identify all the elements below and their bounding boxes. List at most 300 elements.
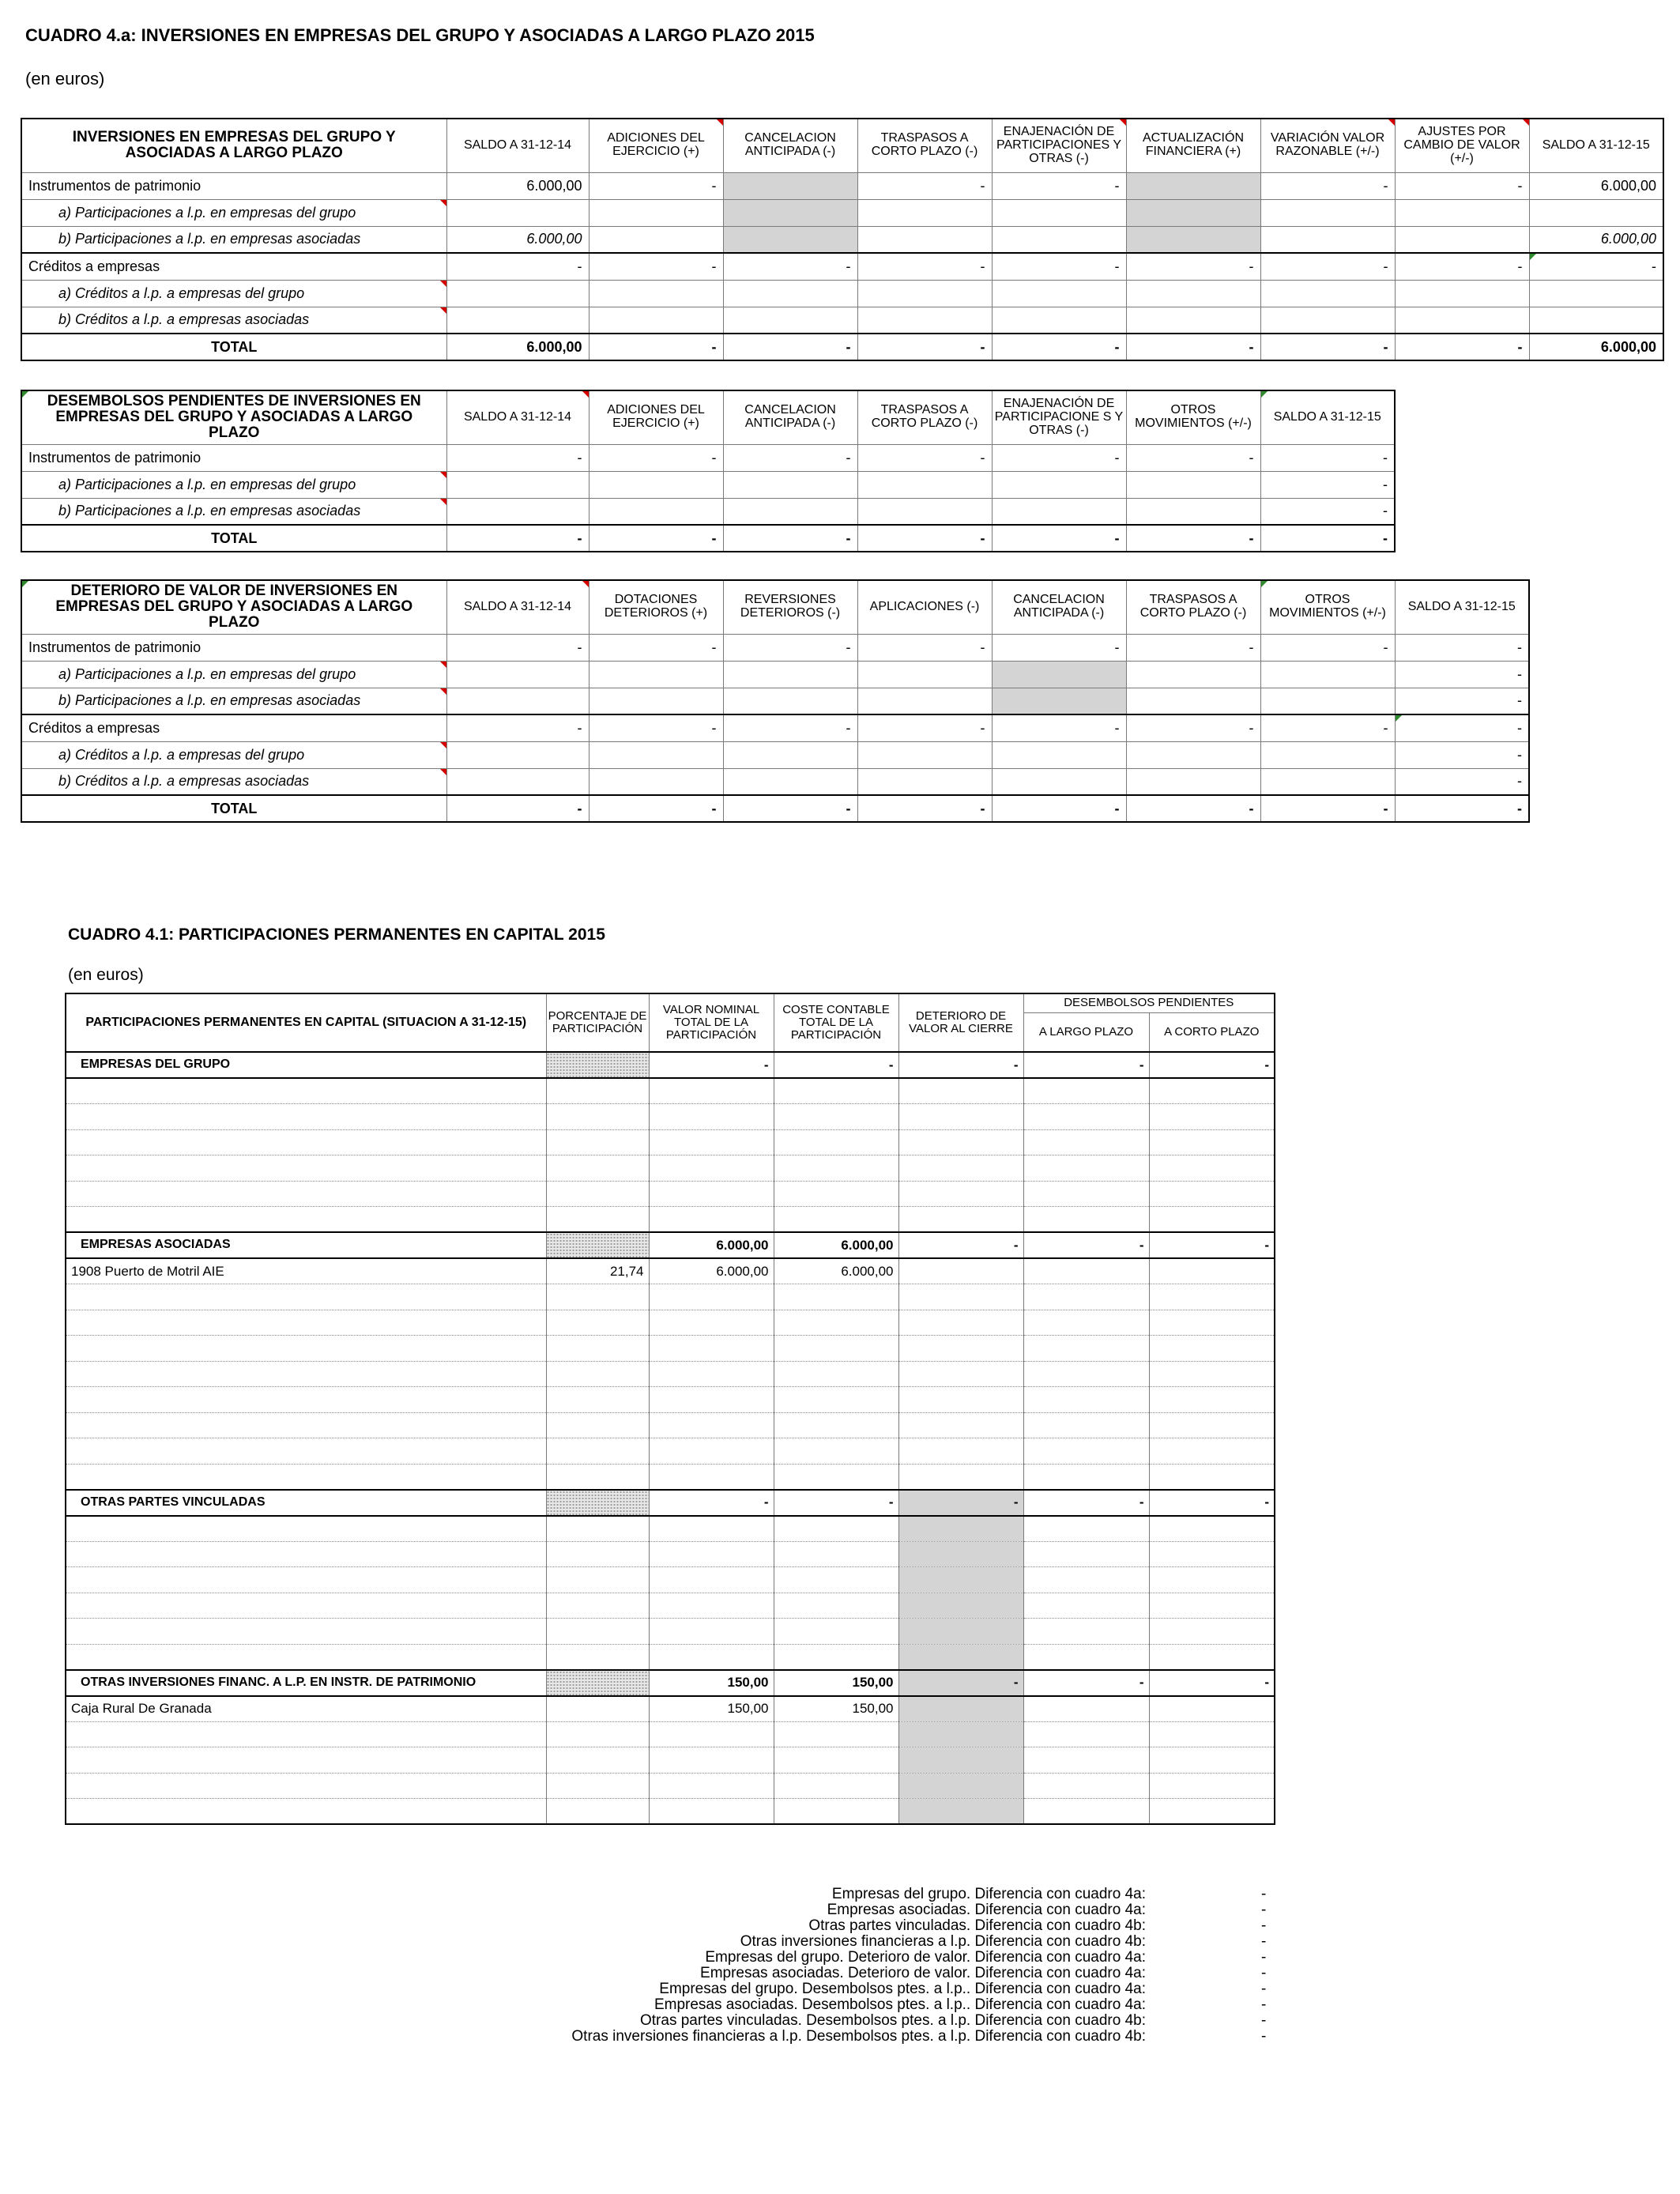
cell	[774, 1799, 898, 1825]
cell	[898, 1310, 1023, 1336]
cell	[1023, 1721, 1149, 1747]
cell	[992, 226, 1126, 253]
header-porcentaje: PORCENTAJE DE PARTICIPACIÓN	[546, 993, 649, 1052]
row-label: a) Créditos a l.p. a empresas del grupo	[21, 741, 446, 768]
cell	[898, 1619, 1023, 1645]
cell	[898, 1336, 1023, 1362]
cell: -	[1149, 1670, 1275, 1696]
cell	[774, 1155, 898, 1182]
inversiones-header-row	[21, 119, 1663, 172]
header-cancelacion: CANCELACION ANTICIPADA (-)	[992, 580, 1126, 634]
cell: -	[1395, 741, 1529, 768]
cell	[774, 1181, 898, 1207]
cell	[992, 498, 1126, 525]
cell	[1023, 1412, 1149, 1438]
cuadro-4a-unit: (en euros)	[25, 69, 105, 89]
cell	[898, 1412, 1023, 1438]
cell	[589, 498, 723, 525]
cell: -	[1395, 334, 1529, 360]
header-desembolsos: DESEMBOLSOS PENDIENTES	[1023, 993, 1275, 1012]
header-otros: OTROS MOVIMIENTOS (+/-)	[1126, 390, 1260, 444]
table-row	[21, 688, 1529, 714]
cell	[589, 768, 723, 795]
cell	[649, 1721, 774, 1747]
cell	[649, 1361, 774, 1387]
cell: -	[589, 444, 723, 471]
check-value: -	[1261, 1981, 1267, 1997]
cell: -	[857, 525, 992, 552]
cell: -	[1260, 444, 1395, 471]
check-row	[0, 2028, 1267, 2045]
cell	[546, 1361, 649, 1387]
cell	[1023, 1387, 1149, 1413]
cell	[898, 1721, 1023, 1747]
header-saldo-inicial: SALDO A 31-12-14	[446, 119, 589, 172]
row-label: TOTAL	[21, 795, 446, 822]
cell	[1149, 1129, 1275, 1155]
cell	[723, 307, 857, 334]
cell	[649, 1336, 774, 1362]
row-label: a) Participaciones a l.p. en empresas del grupo	[21, 471, 446, 498]
check-label: Empresas del grupo. Diferencia con cuadro 4a:	[831, 1886, 1146, 1902]
section-row	[66, 1232, 1275, 1258]
cell	[992, 307, 1126, 334]
section-name: EMPRESAS DEL GRUPO	[66, 1052, 546, 1078]
cell: -	[1395, 768, 1529, 795]
cell: -	[1260, 334, 1395, 360]
participaciones-body	[66, 1052, 1275, 1824]
cell: 6.000,00	[649, 1232, 774, 1258]
header-saldo-inicial: SALDO A 31-12-14	[446, 580, 589, 634]
cell: -	[723, 795, 857, 822]
header-saldo-final: SALDO A 31-12-15	[1395, 580, 1529, 634]
check-label: Empresas del grupo. Desembolsos ptes. a l.p.. Diferencia con cuadro 4a:	[659, 1981, 1146, 1997]
header-reversiones: REVERSIONES DETERIOROS (-)	[723, 580, 857, 634]
cell	[446, 280, 589, 307]
cell: -	[1395, 253, 1529, 280]
table-row	[66, 1799, 1275, 1825]
cell	[1395, 226, 1529, 253]
cell	[1149, 1593, 1275, 1619]
check-label: Empresas asociadas. Desembolsos ptes. a l.p.. Diferencia con cuadro 4a:	[654, 1996, 1146, 2013]
cell	[546, 1207, 649, 1233]
cell	[1149, 1207, 1275, 1233]
cell	[546, 1412, 649, 1438]
cell	[898, 1181, 1023, 1207]
row-label: Créditos a empresas	[21, 714, 446, 741]
cell	[546, 1721, 649, 1747]
cell	[857, 741, 992, 768]
cell	[774, 1361, 898, 1387]
header-corto-plazo: A CORTO PLAZO	[1149, 1012, 1275, 1052]
header-otros: OTROS MOVIMIENTOS (+/-)	[1260, 580, 1395, 634]
header-cancelacion: CANCELACION ANTICIPADA (-)	[723, 119, 857, 172]
cell	[898, 1438, 1023, 1465]
cell: -	[857, 634, 992, 661]
row-label: Instrumentos de patrimonio	[21, 172, 446, 199]
cell	[723, 199, 857, 226]
cell	[898, 1258, 1023, 1284]
cell	[723, 741, 857, 768]
cell	[1126, 172, 1260, 199]
check-row	[0, 1981, 1267, 1997]
cell: -	[723, 253, 857, 280]
check-value: -	[1261, 1902, 1267, 1918]
cell: -	[1149, 1232, 1275, 1258]
cell	[774, 1721, 898, 1747]
cell	[1260, 226, 1395, 253]
header-deterioro: DETERIORO DE VALOR AL CIERRE	[898, 993, 1023, 1052]
cell	[774, 1438, 898, 1465]
table-row	[66, 1696, 1275, 1722]
cell	[898, 1593, 1023, 1619]
cell	[1023, 1258, 1149, 1284]
cell: -	[857, 444, 992, 471]
cell	[723, 226, 857, 253]
cell	[1126, 280, 1260, 307]
cell	[1023, 1207, 1149, 1233]
row-label: a) Participaciones a l.p. en empresas del grupo	[21, 199, 446, 226]
cell: -	[857, 714, 992, 741]
cell	[898, 1284, 1023, 1310]
cell: -	[1260, 253, 1395, 280]
check-row	[0, 1886, 1267, 1902]
entity-name: Caja Rural De Granada	[66, 1696, 546, 1722]
check-value: -	[1261, 1933, 1267, 1950]
header-saldo-inicial: SALDO A 31-12-14	[446, 390, 589, 444]
header-variacion: VARIACIÓN VALOR RAZONABLE (+/-)	[1260, 119, 1395, 172]
cell	[1023, 1181, 1149, 1207]
cell	[898, 1129, 1023, 1155]
table-row	[21, 498, 1395, 525]
table-row	[66, 1567, 1275, 1593]
cell	[723, 172, 857, 199]
cell	[1149, 1773, 1275, 1799]
cell	[1023, 1799, 1149, 1825]
entity-name	[66, 1593, 546, 1619]
cell	[774, 1078, 898, 1104]
row-label: a) Participaciones a l.p. en empresas del grupo	[21, 661, 446, 688]
check-value: -	[1261, 1965, 1267, 1981]
cell	[1149, 1696, 1275, 1722]
entity-name	[66, 1516, 546, 1542]
table-row	[21, 634, 1529, 661]
cell	[1149, 1387, 1275, 1413]
check-label: Empresas del grupo. Deterioro de valor. Diferencia con cuadro 4a:	[705, 1949, 1146, 1966]
cell	[898, 1464, 1023, 1490]
cell: -	[589, 172, 723, 199]
desembolsos-table	[21, 390, 1396, 552]
cell	[1149, 1155, 1275, 1182]
cell: -	[1260, 498, 1395, 525]
cell	[774, 1207, 898, 1233]
cell: 6.000,00	[649, 1258, 774, 1284]
cell: -	[1395, 714, 1529, 741]
cell: -	[589, 714, 723, 741]
cell	[1529, 199, 1663, 226]
cell	[546, 1181, 649, 1207]
check-row	[0, 1965, 1267, 1981]
cell: -	[898, 1052, 1023, 1078]
cell	[1126, 307, 1260, 334]
header-label: DESEMBOLSOS PENDIENTES DE INVERSIONES EN EMPRESAS DEL GRUPO Y ASOCIADAS A LARGO PLAZO	[21, 390, 446, 444]
entity-name	[66, 1541, 546, 1567]
cell	[649, 1619, 774, 1645]
header-adiciones: ADICIONES DEL EJERCICIO (+)	[589, 119, 723, 172]
desembolsos-header-row	[21, 390, 1395, 444]
table-row	[66, 1593, 1275, 1619]
cell	[774, 1619, 898, 1645]
cell	[649, 1129, 774, 1155]
cell	[1126, 688, 1260, 714]
row-label: b) Créditos a l.p. a empresas asociadas	[21, 307, 446, 334]
cell	[1023, 1541, 1149, 1567]
table-row	[21, 444, 1395, 471]
header-actualizacion: ACTUALIZACIÓN FINANCIERA (+)	[1126, 119, 1260, 172]
cell: -	[992, 172, 1126, 199]
cell	[774, 1747, 898, 1774]
cell	[774, 1284, 898, 1310]
cell	[546, 1155, 649, 1182]
table-row	[21, 307, 1663, 334]
cell: -	[1149, 1052, 1275, 1078]
cell	[898, 1799, 1023, 1825]
header-cancelacion: CANCELACION ANTICIPADA (-)	[723, 390, 857, 444]
header-enajenacion: ENAJENACIÓN DE PARTICIPACIONE S Y OTRAS (-)	[992, 390, 1126, 444]
cell	[1260, 741, 1395, 768]
table-row	[66, 1747, 1275, 1774]
cell	[446, 661, 589, 688]
check-row	[0, 1902, 1267, 1918]
cell	[1149, 1310, 1275, 1336]
cell: 6.000,00	[1529, 226, 1663, 253]
cell	[857, 498, 992, 525]
row-label: Instrumentos de patrimonio	[21, 444, 446, 471]
cell	[589, 661, 723, 688]
cell: -	[1126, 525, 1260, 552]
cell	[649, 1078, 774, 1104]
table-row	[21, 471, 1395, 498]
cell	[857, 661, 992, 688]
cell	[649, 1516, 774, 1542]
cell	[446, 768, 589, 795]
cell	[589, 688, 723, 714]
cell: -	[1260, 714, 1395, 741]
cell	[774, 1567, 898, 1593]
cell	[1395, 307, 1529, 334]
cell	[1126, 199, 1260, 226]
entity-name	[66, 1310, 546, 1336]
cell	[1126, 661, 1260, 688]
check-value: -	[1261, 1886, 1267, 1902]
cell: -	[1023, 1052, 1149, 1078]
cell: 150,00	[649, 1696, 774, 1722]
table-row	[21, 741, 1529, 768]
cell	[857, 471, 992, 498]
cell	[774, 1516, 898, 1542]
cell: -	[446, 795, 589, 822]
cell	[446, 741, 589, 768]
cell	[1149, 1747, 1275, 1774]
entity-name	[66, 1361, 546, 1387]
entity-name	[66, 1129, 546, 1155]
table-row	[66, 1412, 1275, 1438]
cell	[546, 1593, 649, 1619]
entity-name	[66, 1721, 546, 1747]
cell	[546, 1284, 649, 1310]
cell: -	[1260, 525, 1395, 552]
cell	[546, 1129, 649, 1155]
cell	[898, 1644, 1023, 1670]
cell	[723, 688, 857, 714]
cell	[1023, 1516, 1149, 1542]
row-label: Instrumentos de patrimonio	[21, 634, 446, 661]
cell	[1023, 1644, 1149, 1670]
cell: -	[1126, 334, 1260, 360]
cell: -	[589, 525, 723, 552]
header-traspasos: TRASPASOS A CORTO PLAZO (-)	[857, 390, 992, 444]
check-row	[0, 1933, 1267, 1950]
cell	[1149, 1412, 1275, 1438]
header-label: PARTICIPACIONES PERMANENTES EN CAPITAL (SITUACION A 31-12-15)	[66, 993, 546, 1052]
cell	[589, 741, 723, 768]
cell	[1149, 1644, 1275, 1670]
cell: -	[1395, 634, 1529, 661]
cell	[898, 1361, 1023, 1387]
header-ajustes: AJUSTES POR CAMBIO DE VALOR (+/-)	[1395, 119, 1529, 172]
cell	[857, 307, 992, 334]
cuadro-41-title: CUADRO 4.1: PARTICIPACIONES PERMANENTES EN CAPITAL 2015	[68, 925, 605, 944]
table-row	[66, 1310, 1275, 1336]
cell: -	[446, 444, 589, 471]
cell	[723, 661, 857, 688]
cell: -	[857, 334, 992, 360]
table-row	[21, 226, 1663, 253]
cell	[723, 768, 857, 795]
cell	[898, 1747, 1023, 1774]
check-label: Empresas asociadas. Deterioro de valor. Diferencia con cuadro 4a:	[700, 1965, 1146, 1981]
cell	[649, 1773, 774, 1799]
deterioro-header-row	[21, 580, 1529, 634]
entity-name	[66, 1284, 546, 1310]
cell	[546, 1387, 649, 1413]
row-label: a) Créditos a l.p. a empresas del grupo	[21, 280, 446, 307]
cell: 150,00	[774, 1696, 898, 1722]
cell: -	[1126, 634, 1260, 661]
check-label: Otras inversiones financieras a l.p. Desembolsos ptes. a l.p. Diferencia con cuadro 4b:	[571, 2028, 1146, 2045]
cell	[992, 661, 1126, 688]
entity-name	[66, 1773, 546, 1799]
cell	[546, 1747, 649, 1774]
section-name: OTRAS INVERSIONES FINANC. A L.P. EN INSTR. DE PATRIMONIO	[66, 1670, 546, 1696]
cell	[1260, 307, 1395, 334]
check-value: -	[1261, 1917, 1267, 1934]
check-value: -	[1261, 1996, 1267, 2013]
cell	[546, 1104, 649, 1130]
cell	[446, 471, 589, 498]
cell: -	[1395, 661, 1529, 688]
row-label: b) Participaciones a l.p. en empresas asociadas	[21, 226, 446, 253]
cell	[1149, 1721, 1275, 1747]
cell: -	[992, 525, 1126, 552]
total-row	[21, 525, 1395, 552]
section-row	[66, 1670, 1275, 1696]
cell: -	[992, 444, 1126, 471]
cell: -	[1395, 688, 1529, 714]
table-row	[21, 280, 1663, 307]
cell	[649, 1181, 774, 1207]
check-row	[0, 1917, 1267, 1934]
cell	[774, 1541, 898, 1567]
check-row	[0, 1949, 1267, 1966]
header-valor-nominal: VALOR NOMINAL TOTAL DE LA PARTICIPACIÓN	[649, 993, 774, 1052]
cell: -	[1126, 795, 1260, 822]
cell: -	[1126, 444, 1260, 471]
cell: -	[723, 714, 857, 741]
cell	[1023, 1104, 1149, 1130]
table-row	[66, 1387, 1275, 1413]
table-row	[66, 1181, 1275, 1207]
cell	[546, 1799, 649, 1825]
cell: -	[723, 634, 857, 661]
cell	[649, 1310, 774, 1336]
cell	[774, 1387, 898, 1413]
cell	[649, 1387, 774, 1413]
cell	[1023, 1336, 1149, 1362]
cell: 6.000,00	[774, 1258, 898, 1284]
cell: -	[1260, 172, 1395, 199]
cell	[1023, 1619, 1149, 1645]
cell	[649, 1438, 774, 1465]
row-label: Créditos a empresas	[21, 253, 446, 280]
cell	[546, 1619, 649, 1645]
cell	[446, 307, 589, 334]
cell	[1023, 1567, 1149, 1593]
entity-name	[66, 1644, 546, 1670]
cell	[1529, 307, 1663, 334]
cell: -	[992, 253, 1126, 280]
table-row	[66, 1464, 1275, 1490]
cell	[1023, 1310, 1149, 1336]
check-row	[0, 1996, 1267, 2013]
cell	[546, 1516, 649, 1542]
cell	[1126, 498, 1260, 525]
cell	[1023, 1361, 1149, 1387]
cell	[1023, 1284, 1149, 1310]
cell	[1395, 280, 1529, 307]
cell	[1023, 1129, 1149, 1155]
row-label: b) Participaciones a l.p. en empresas asociadas	[21, 688, 446, 714]
cell	[774, 1412, 898, 1438]
table-row	[21, 199, 1663, 226]
table-row	[66, 1258, 1275, 1284]
cell	[546, 1310, 649, 1336]
cell: 6.000,00	[446, 334, 589, 360]
cell	[1149, 1464, 1275, 1490]
cell	[649, 1799, 774, 1825]
table-row	[66, 1155, 1275, 1182]
cell	[1149, 1258, 1275, 1284]
table-row	[66, 1104, 1275, 1130]
cell	[649, 1104, 774, 1130]
row-label: TOTAL	[21, 525, 446, 552]
cell	[546, 1773, 649, 1799]
cell: -	[774, 1490, 898, 1516]
cell	[1149, 1361, 1275, 1387]
cell: -	[1260, 795, 1395, 822]
check-value: -	[1261, 2028, 1267, 2045]
cell	[774, 1310, 898, 1336]
